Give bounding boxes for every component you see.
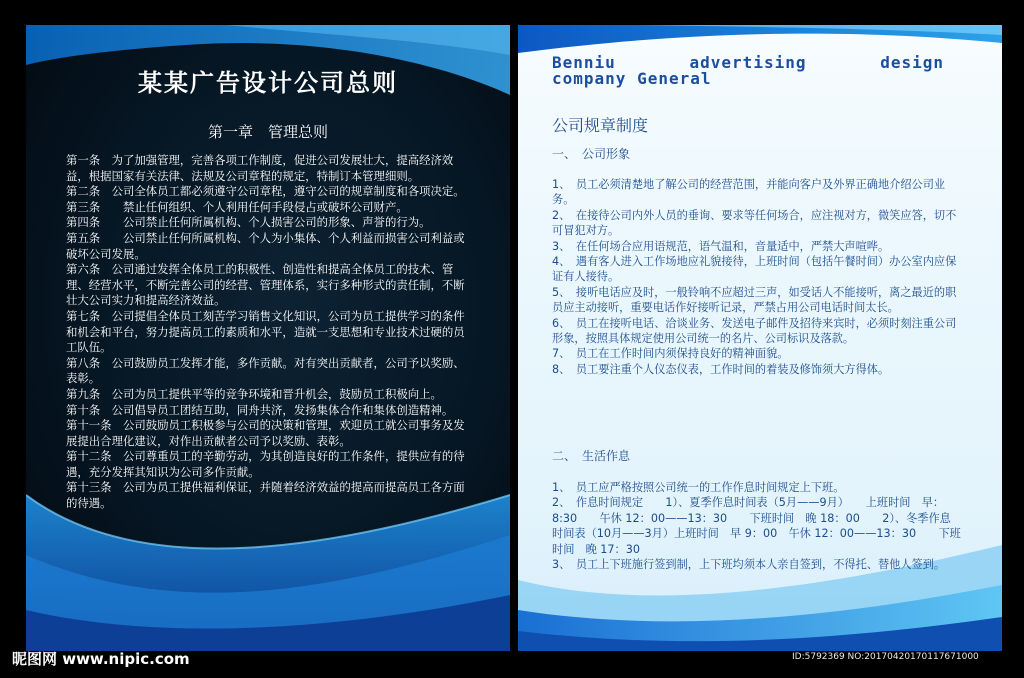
- english-word: advertising: [689, 53, 807, 72]
- list-item: 5、 接听电话应及时，一般铃响不应超过三声，如受话人不能接听，离之最近的职员应主动接听，重要电话作好接听记录，严禁占用公司电话时间太长。: [552, 285, 957, 315]
- list-item: 6、 员工在接听电话、洽谈业务、发送电子邮件及招待来宾时，必须时刻注重公司形象，按照具体规定使用公司统一的名片、公司标识及落款。: [552, 316, 957, 346]
- list-item: 3、 员工上下班施行签到制，上下班均须本人亲自签到，不得托、替他人签到。: [552, 558, 946, 572]
- list-item: 4、 遇有客人进入工作场地应礼貌接待，上班时间（包括午餐时间）办公室内应保证有人接待。: [552, 255, 957, 284]
- article-item: 第一条 为了加强管理，完善各项工作制度，促进公司发展壮大，提高经济效益，根据国家有关法律、法规及公司章程的规定，特制订本管理细则。: [66, 153, 454, 183]
- list-item: 2、 在接待公司内外人员的垂询、要求等任何场合，应注视对方，微笑应答，切不可冒犯对方。: [552, 208, 957, 238]
- article-item: 第三条 禁止任何组织、个人利用任何手段侵占或破坏公司财产。: [66, 199, 408, 214]
- section1-list: [552, 177, 962, 377]
- list-item: 8、 员工要注重个人仪态仪表，工作时间的着装及修饰须大方得体。: [552, 362, 890, 376]
- list-item: 1、 员工应严格按照公司统一的工作作息时间规定上下班。: [552, 481, 845, 494]
- article-item: 第十三条 公司为员工提供福利保证，并随着经济效益的提高而提高员工各方面的待遇。: [66, 480, 465, 511]
- english-line-2: company General: [552, 69, 712, 88]
- list-item: 7、 员工在工作时间内须保持良好的精神面貌。: [552, 347, 789, 361]
- article-item: 第七条 公司提倡全体员工刻苦学习销售文化知识，公司为员工提供学习的条件和机会和平台，努力提高员工的素质和水平，造就一支思想和专业技术过硬的员工队伍。: [66, 308, 465, 355]
- article-item: 第二条 公司全体员工都必须遵守公司章程，遵守公司的规章制度和各项决定。: [66, 184, 465, 199]
- article-item: 第六条 公司通过发挥全体员工的积极性、创造性和提高全体员工的技术、管理、经营水平，不断完善公司的经营、管理体系，实行多种形式的责任制，不断壮大公司实力和提高经济效益。: [66, 262, 465, 308]
- chapter-heading: 第一章 管理总则: [207, 123, 328, 141]
- article-item: 第十一条 公司鼓励员工积极参与公司的决策和管理，欢迎员工就公司事务及发展提出合理化建议，对作出贡献者公司予以奖励、表彰。: [66, 418, 465, 448]
- article-item: 第四条 公司禁止任何所属机构、个人损害公司的形象、声誉的行为。: [66, 215, 431, 230]
- right-panel: [518, 25, 1002, 651]
- english-heading: [552, 55, 944, 87]
- left-title: 某某广告设计公司总则: [138, 69, 398, 97]
- list-item: 1、 员工必须清楚地了解公司的经营范围，并能向客户及外界正确地介绍公司业务。: [552, 178, 946, 207]
- article-item: 第九条 公司为员工提供平等的竞争环境和晋升机会，鼓励员工积极向上。: [66, 386, 442, 401]
- right-title: 公司规章制度: [552, 116, 649, 135]
- list-item: 2、 作息时间规定 1）、夏季作息时间表（5月——9月） 上班时间 早：8:30 午休 12：00——13：30 下班时间 晚 18：00 2）、冬季作息时间表（10月——3月）上班时间 早 9：00 午休 12：00——13：30 下班时间 晚 17：30: [552, 496, 961, 556]
- english-word: Benniu: [552, 53, 616, 72]
- left-panel: [26, 25, 510, 651]
- article-item: 第八条 公司鼓励员工发挥才能，多作贡献。对有突出贡献者，公司予以奖励、表彰。: [66, 355, 465, 386]
- english-word: design: [880, 53, 944, 72]
- section1-heading: 一、 公司形象: [552, 147, 631, 161]
- section2-heading: 二、 生活作息: [552, 449, 631, 463]
- section2-list: [552, 480, 962, 572]
- list-item: 3、 在任何场合应用语规范，语气温和，音量适中，严禁大声喧哗。: [552, 239, 890, 253]
- article-item: 第十二条 公司尊重员工的辛勤劳动，为其创造良好的工作条件，提供应有的待遇，充分发挥其知识为公司多作贡献。: [66, 449, 465, 479]
- nipic-watermark: 昵图网 www.nipic.com: [12, 650, 190, 668]
- articles-list: [66, 153, 472, 512]
- article-item: 第五条 公司禁止任何所属机构、个人为小集体、个人利益而损害公司利益或破坏公司发展。: [66, 230, 465, 261]
- image-id-watermark: ID:5792369 NO:20170420170117671000: [792, 652, 979, 662]
- article-item: 第十条 公司倡导员工团结互助，同舟共济，发扬集体合作和集体创造精神。: [66, 402, 454, 417]
